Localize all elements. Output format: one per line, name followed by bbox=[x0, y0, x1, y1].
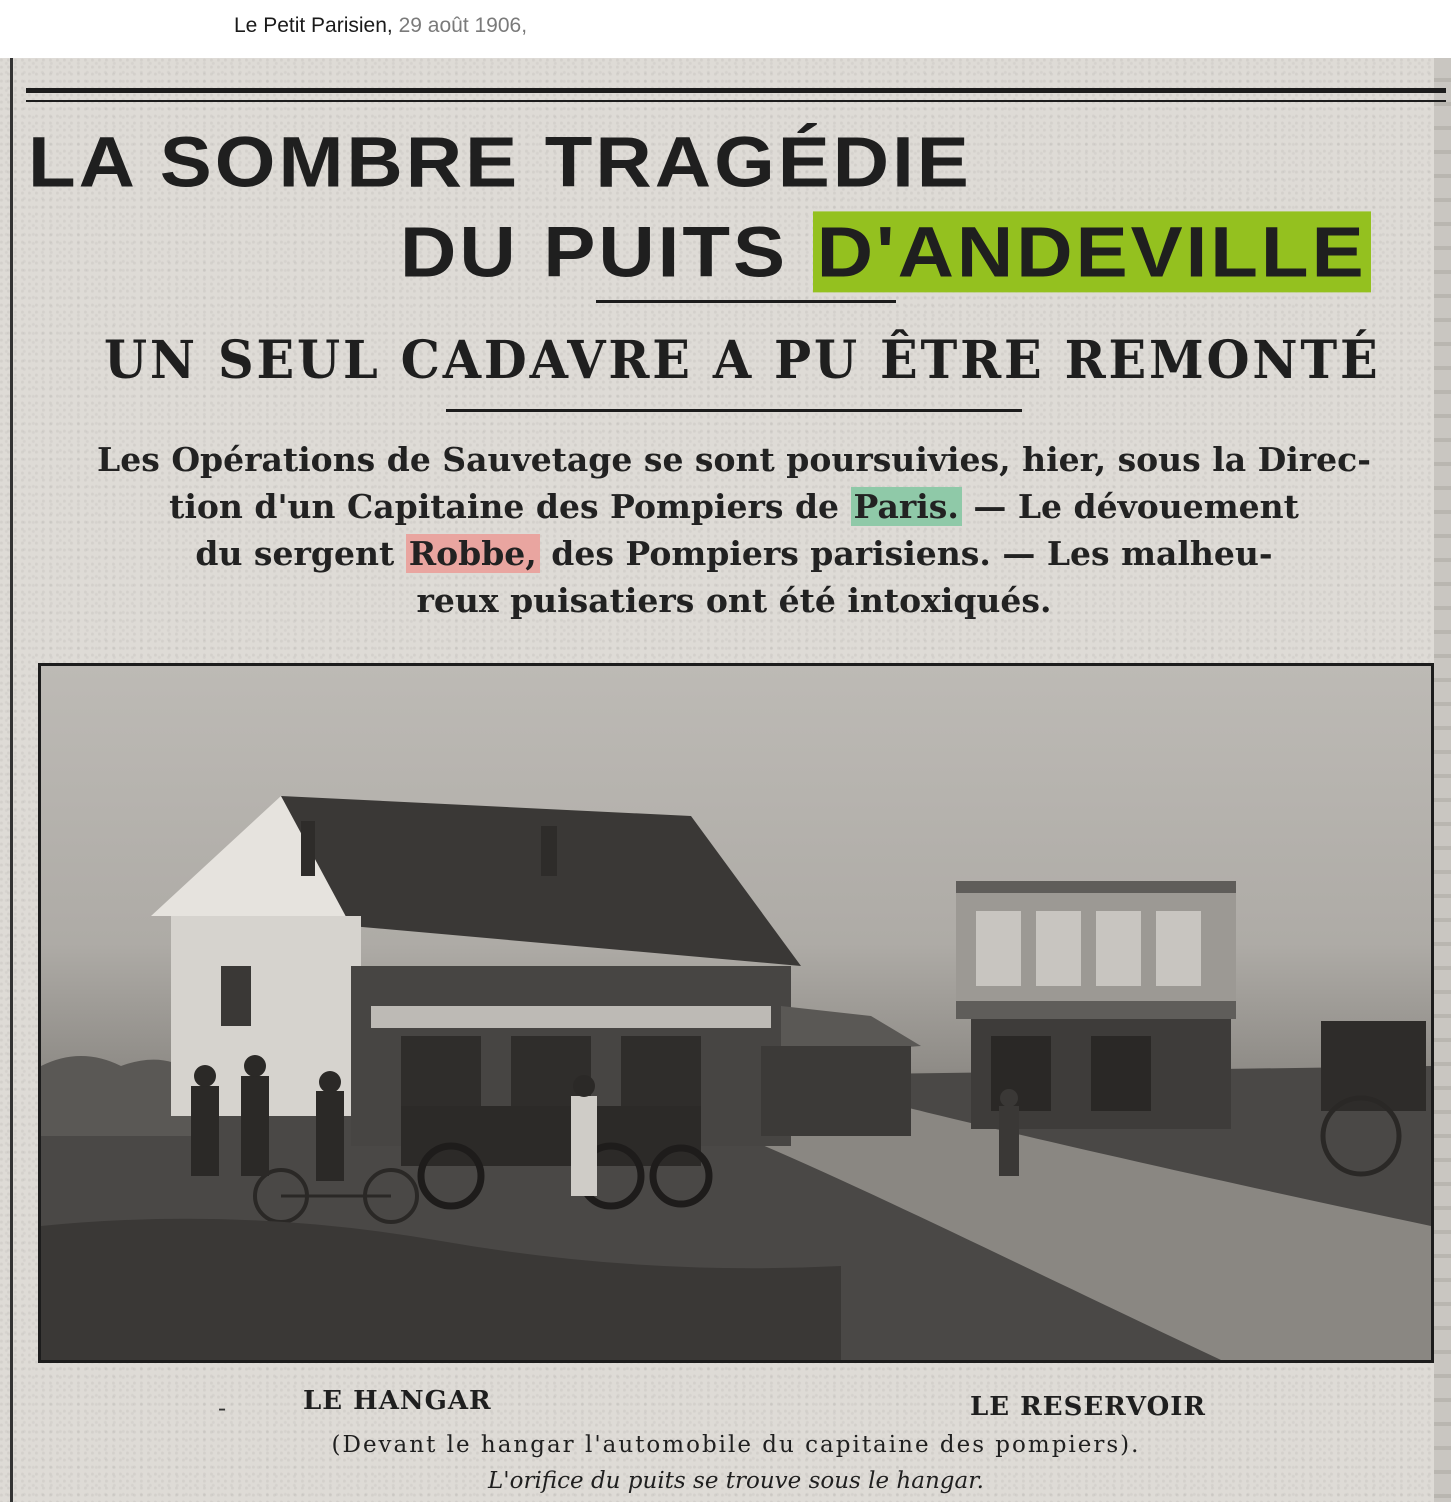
deck-line-4: reux puisatiers ont été intoxiqués. bbox=[416, 581, 1052, 620]
publication-date: 29 août 1906, bbox=[392, 14, 528, 37]
headline-line-2-prefix: DU PUITS bbox=[400, 211, 813, 293]
source-caption bbox=[234, 14, 527, 38]
photo-label-hangar: LE HANGAR bbox=[303, 1386, 492, 1416]
headline-rule bbox=[596, 300, 896, 303]
deck-line-3-prefix: du sergent bbox=[195, 534, 406, 573]
headline-line-2 bbox=[400, 211, 1371, 293]
headline-line-1: LA SOMBRE TRAGÉDIE bbox=[28, 121, 972, 203]
top-double-rule bbox=[26, 88, 1446, 102]
article-deck bbox=[24, 436, 1444, 624]
caption-dash: - bbox=[218, 1394, 227, 1422]
deck-line-2-prefix: tion d'un Capitaine des Pompiers de bbox=[169, 487, 851, 526]
photo-caption-line-2: L'orifice du puits se trouve sous le hangar. bbox=[488, 1468, 984, 1494]
source-caption-bar bbox=[0, 0, 1451, 58]
deck-line-3-suffix: des Pompiers parisiens. — Les malheu- bbox=[539, 534, 1273, 573]
photograph bbox=[41, 666, 1431, 1360]
subheadline: UN SEUL CADAVRE A PU ÊTRE REMONTÉ bbox=[104, 330, 1381, 391]
photo-caption-line-1: (Devant le hangar l'automobile du capitaine des pompiers). bbox=[331, 1432, 1141, 1458]
highlight-robbe: Robbe, bbox=[406, 534, 540, 573]
highlight-andeville: D'ANDEVILLE bbox=[813, 211, 1371, 292]
column-rule bbox=[10, 58, 13, 1502]
publication-name: Le Petit Parisien, bbox=[234, 14, 393, 37]
highlight-paris: Paris. bbox=[851, 487, 962, 526]
newspaper-page bbox=[0, 58, 1451, 1502]
deck-line-3 bbox=[24, 530, 1444, 577]
deck-line-1: Les Opérations de Sauvetage se sont poursuivies, hier, sous la Direc- bbox=[97, 440, 1371, 479]
subheadline-rule bbox=[446, 409, 1022, 412]
adjacent-column-fragment bbox=[1434, 58, 1451, 1502]
deck-line-2 bbox=[24, 483, 1444, 530]
photo-label-reservoir: LE RESERVOIR bbox=[970, 1392, 1206, 1422]
deck-line-2-suffix: — Le dévouement bbox=[961, 487, 1299, 526]
photograph-frame bbox=[38, 663, 1434, 1363]
